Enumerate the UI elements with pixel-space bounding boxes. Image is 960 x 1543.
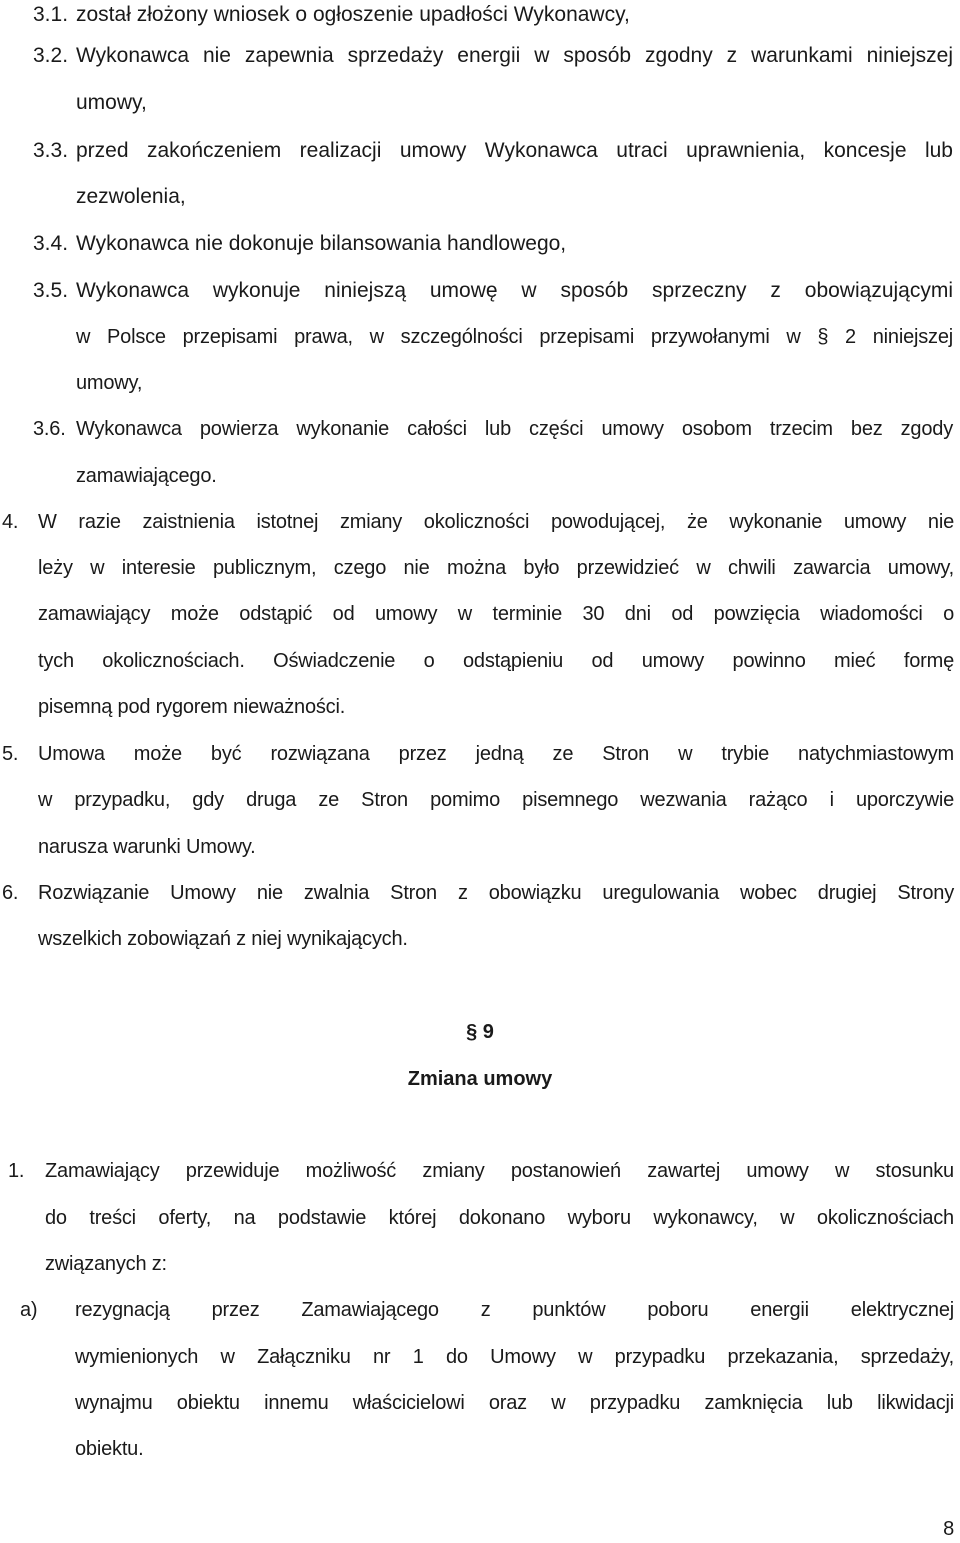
section-mark: § 9 <box>466 1021 494 1043</box>
item-text: związanych z: <box>45 1253 167 1275</box>
item-text: umowy, <box>76 91 147 114</box>
item-number: 3.1. <box>33 3 69 26</box>
item-number: 6. <box>2 882 19 904</box>
item-text: pisemną pod rygorem nieważności. <box>38 696 346 718</box>
item-text: rezygnacją przez Zamawiającego z punktów poboru energii elektrycznej <box>75 1299 954 1321</box>
item-text: wymienionych w Załączniku nr 1 do Umowy w przypadku przekazania, sprzedaży, <box>75 1346 954 1368</box>
item-text: Rozwiązanie Umowy nie zwalnia Stron z obowiązku uregulowania wobec drugiej Strony <box>38 882 954 904</box>
item-number: 3.4. <box>33 232 69 255</box>
item-text: narusza warunki Umowy. <box>38 836 256 858</box>
item-text: wszelkich zobowiązań z niej wynikających. <box>38 928 408 950</box>
item-text: Zamawiający przewiduje możliwość zmiany postanowień zawartej umowy w stosunku <box>45 1160 954 1182</box>
item-letter: a) <box>20 1299 38 1321</box>
item-text: w przypadku, gdy druga ze Stron pomimo pisemnego wezwania rażąco i uporczywie <box>38 789 954 811</box>
item-text: Umowa może być rozwiązana przez jedną ze Stron w trybie natychmiastowym <box>38 743 954 765</box>
item-text: wynajmu obiektu innemu właścicielowi oraz w przypadku zamknięcia lub likwidacji <box>75 1392 954 1414</box>
item-number: 5. <box>2 743 19 765</box>
item-text: przed zakończeniem realizacji umowy Wykonawca utraci uprawnienia, koncesje lub <box>76 139 953 162</box>
item-text: Wykonawca wykonuje niniejszą umowę w sposób sprzeczny z obowiązującymi <box>76 279 953 302</box>
item-text: zamawiający może odstąpić od umowy w terminie 30 dni od powzięcia wiadomości o <box>38 603 954 625</box>
item-text: leży w interesie publicznym, czego nie można było przewidzieć w chwili zawarcia umowy, <box>38 557 954 579</box>
item-number: 4. <box>2 511 19 533</box>
item-text: zezwolenia, <box>76 185 186 208</box>
item-text: Wykonawca powierza wykonanie całości lub części umowy osobom trzecim bez zgody <box>76 418 953 440</box>
item-number: 3.3. <box>33 139 69 162</box>
item-number: 3.2. <box>33 44 69 67</box>
item-text: do treści oferty, na podstawie której dokonano wyboru wykonawcy, w okolicznościach <box>45 1207 954 1229</box>
section-title: Zmiana umowy <box>407 1068 553 1090</box>
item-text: umowy, <box>76 372 143 394</box>
item-text: Wykonawca nie dokonuje bilansowania handlowego, <box>76 232 567 255</box>
item-number: 3.5. <box>33 279 69 302</box>
item-text: obiektu. <box>75 1438 144 1460</box>
item-number: 3.6. <box>33 418 66 440</box>
item-text: Wykonawca nie zapewnia sprzedaży energii w sposób zgodny z warunkami niniejszej <box>76 44 953 67</box>
item-text: został złożony wniosek o ogłoszenie upadłości Wykonawcy, <box>76 3 630 26</box>
item-text: W razie zaistnienia istotnej zmiany okoliczności powodującej, że wykonanie umowy nie <box>38 511 954 533</box>
item-text: zamawiającego. <box>76 465 217 487</box>
page-number: 8 <box>943 1518 954 1540</box>
item-text: tych okolicznościach. Oświadczenie o odstąpieniu od umowy powinno mieć formę <box>38 650 954 672</box>
item-text: w Polsce przepisami prawa, w szczególności przepisami przywołanymi w § 2 niniejszej <box>76 326 953 348</box>
item-number: 1. <box>8 1160 25 1182</box>
